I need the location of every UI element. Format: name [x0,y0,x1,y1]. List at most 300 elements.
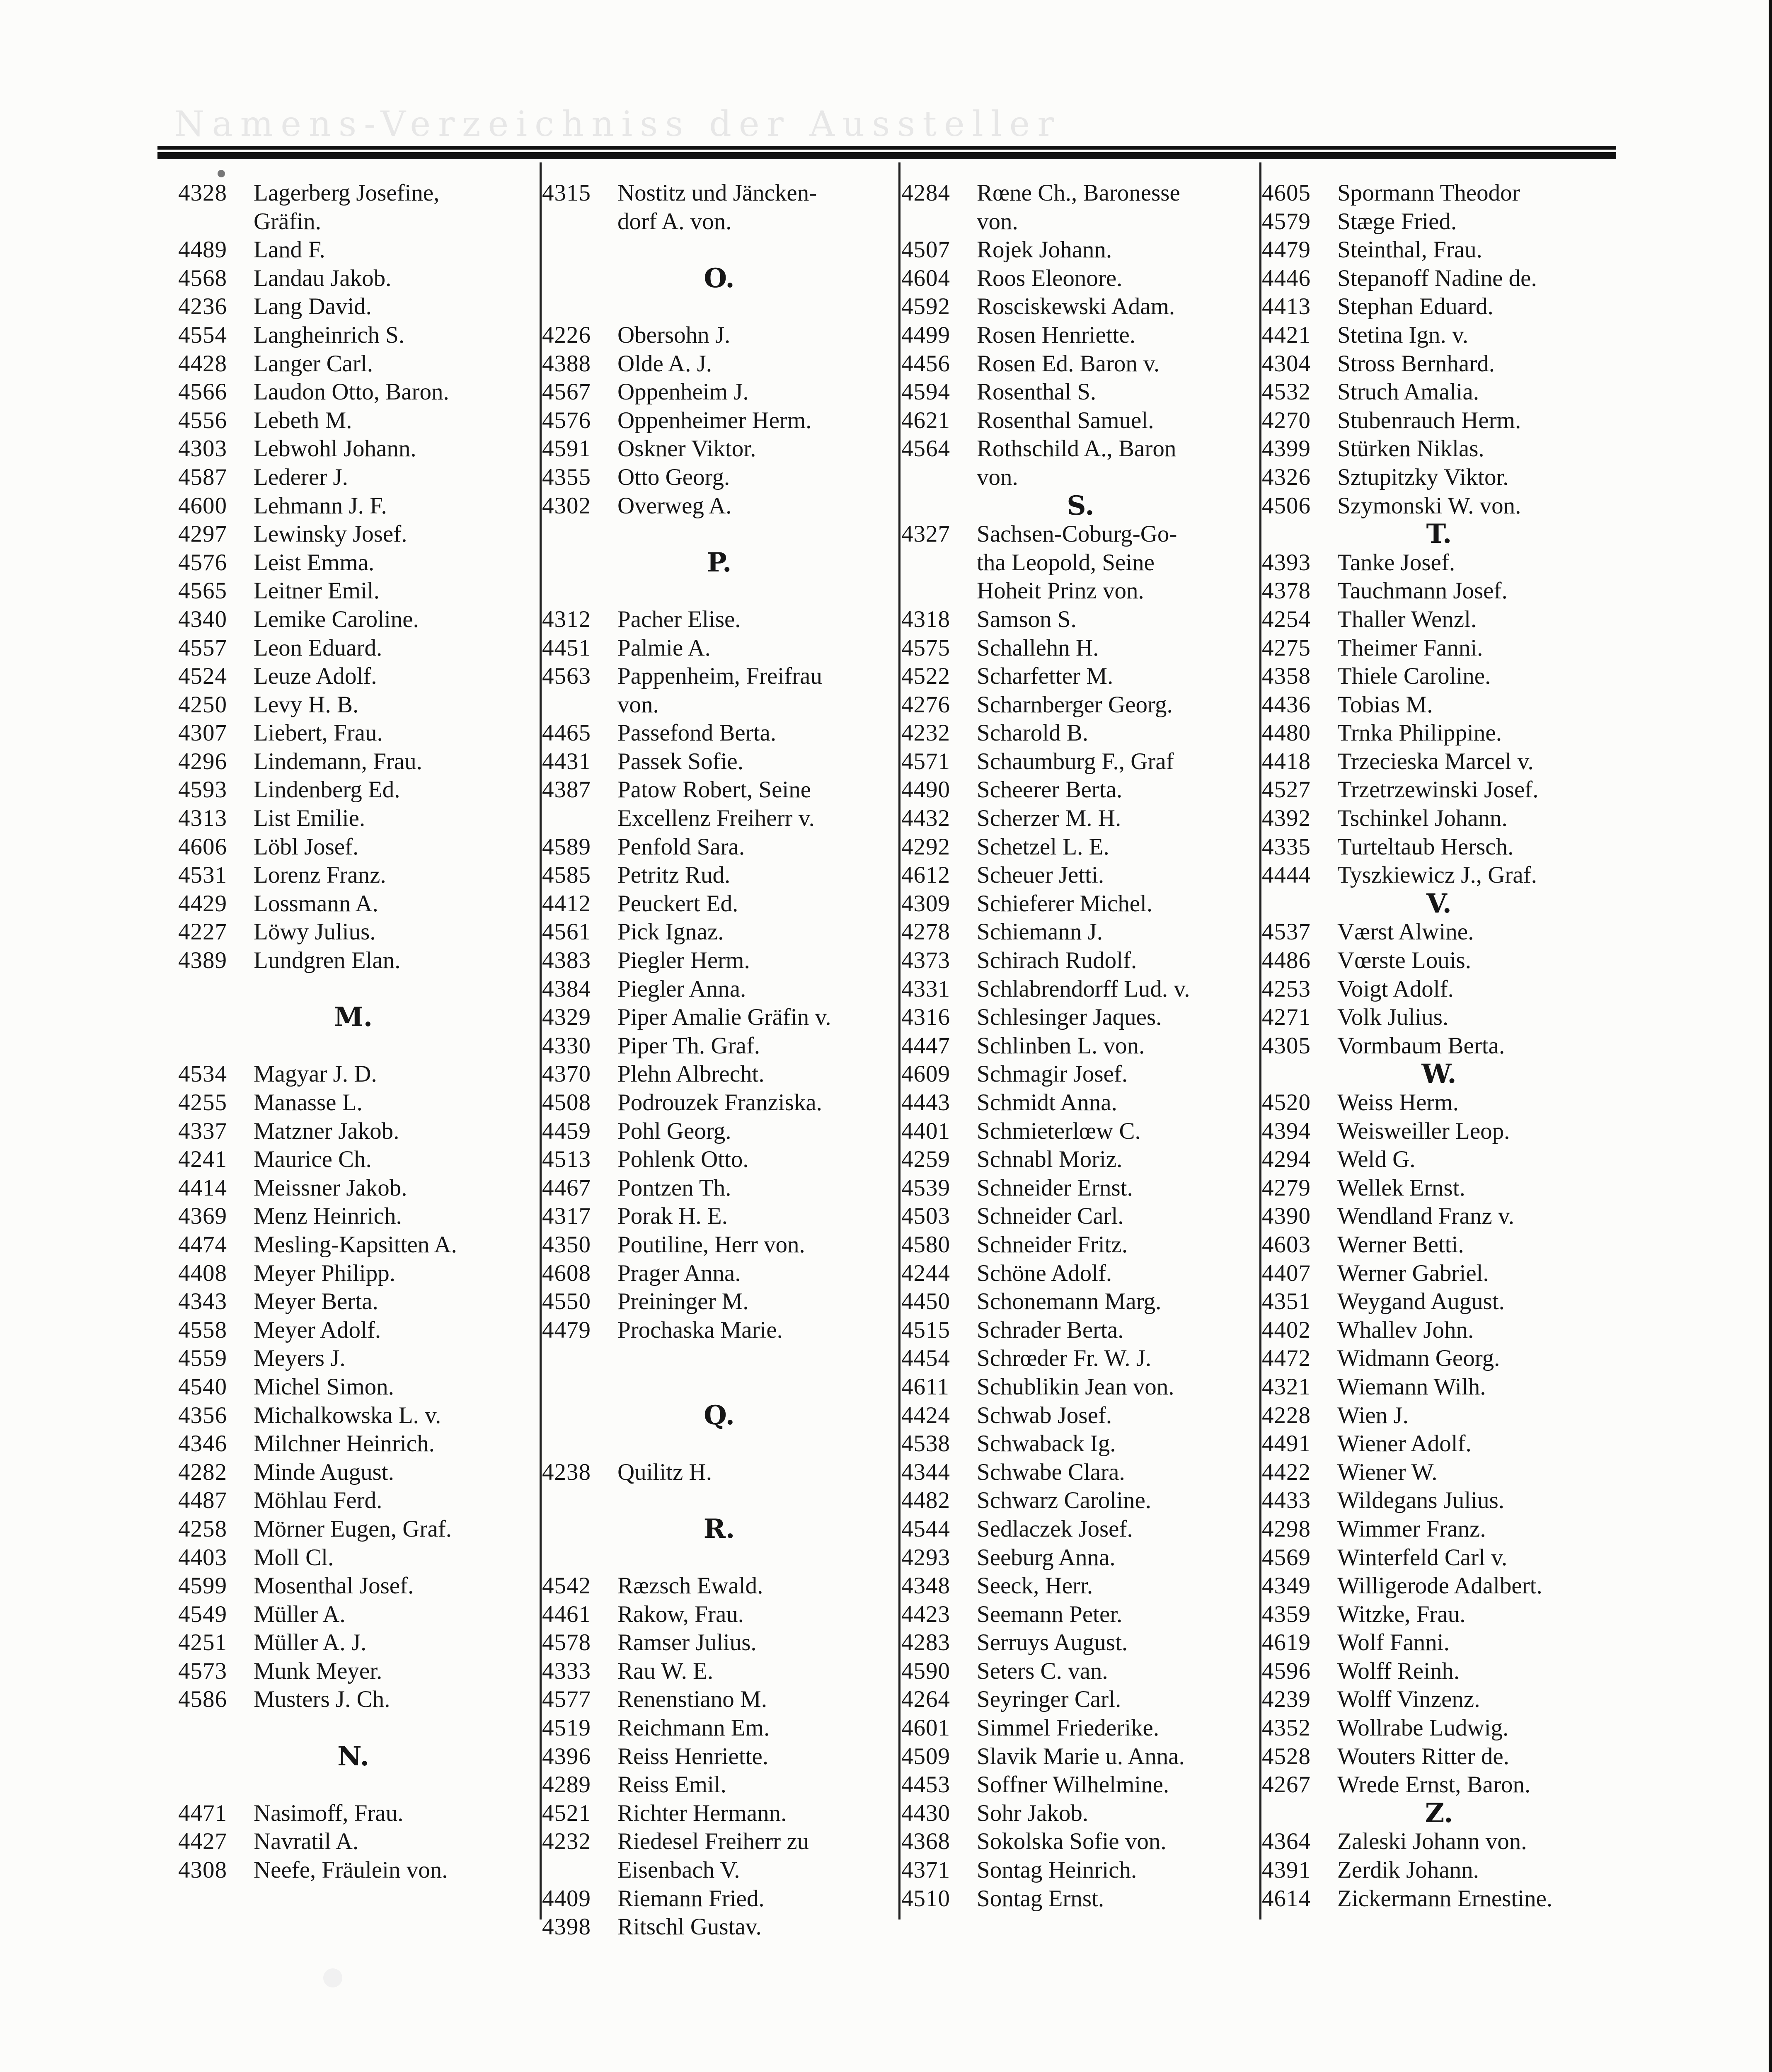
entry-number: 4312 [542,606,591,632]
entry-number: 4364 [1262,1828,1311,1855]
entry-number: 4355 [542,464,591,490]
entry-number: 4480 [1262,720,1311,746]
entry-number: 4487 [178,1487,227,1514]
entry-name: Lagerberg Josefine, [254,180,440,206]
entry-number: 4255 [178,1089,227,1116]
entry-name: Trnka Philippine. [1337,720,1502,746]
entry-row [901,1402,1260,1430]
entry-row [1262,1885,1616,1913]
entry-number: 4292 [901,833,950,860]
entry-number: 4556 [178,407,227,433]
entry-row [901,1458,1260,1487]
entry-row [901,890,1260,918]
entry-name: Michalkowska L. v. [254,1402,441,1428]
entry-row [901,1202,1260,1231]
entry-number: 4335 [1262,833,1311,860]
column-divider [540,162,542,1920]
entry-row [901,1316,1260,1345]
entry-number: 4296 [178,748,227,775]
entry-row [1262,208,1616,236]
entry-name: List Emilie. [254,805,366,832]
entry-number: 4587 [178,464,227,490]
entry-row [542,350,896,378]
entry-number: 4600 [178,492,227,519]
entry-name: Milchner Heinrich. [254,1431,435,1457]
entry-row [1262,1032,1616,1060]
entry-name: Matzner Jakob. [254,1118,399,1144]
entry-row [1262,719,1616,748]
entry-row [901,918,1260,946]
entry-name: Wendland Franz v. [1337,1203,1514,1230]
entry-row [901,1032,1260,1060]
entry-row [178,577,528,605]
entry-row [1262,1743,1616,1771]
entry-number: 4270 [1262,407,1311,433]
entry-row [1262,748,1616,776]
entry-number: 4499 [901,322,950,348]
entry-number: 4467 [542,1174,591,1201]
entry-number: 4542 [542,1573,591,1599]
entry-number: 4278 [901,919,950,945]
entry-name: Mesling-Kapsitten A. [254,1231,457,1258]
entry-number: 4232 [542,1828,591,1855]
entry-name: Struch Amalia. [1337,379,1479,405]
blank-spacer [542,1344,896,1373]
entry-name: Weiss Herm. [1337,1089,1459,1116]
entry-row [901,236,1260,264]
section-letter-heading: Q. [704,1401,735,1430]
blank-spacer [178,1714,528,1743]
entry-number: 4609 [901,1061,950,1087]
entry-number: 4479 [542,1317,591,1343]
entry-name: Pacher Elise. [617,606,741,632]
faded-header-text: Namens-Verzeichniss der Aussteller [174,104,1062,137]
entry-name: Lundgren Elan. [254,947,401,974]
entry-row [1262,1572,1616,1600]
entry-row [901,1629,1260,1657]
entry-name: Quilitz H. [617,1459,712,1485]
entry-row [542,1316,896,1345]
entry-number: 4390 [1262,1203,1311,1230]
entry-name: Olde A. J. [617,350,712,377]
entry-row [178,435,528,463]
entry-row [178,293,528,321]
entry-name: Ræzsch Ewald. [617,1573,763,1599]
entry-name: Schneider Ernst. [977,1174,1133,1201]
entry-row [901,1657,1260,1686]
entry-number: 4561 [542,919,591,945]
entry-name: Lossmann A. [254,890,378,917]
entry-row [1262,776,1616,804]
entry-name: Manasse L. [254,1089,363,1116]
entry-number: 4603 [1262,1231,1311,1258]
scan-edge-right [1769,0,1772,2072]
entry-name: Schrœder Fr. W. J. [977,1345,1152,1372]
entry-number: 4565 [178,578,227,604]
print-speck [218,170,225,177]
entry-name: Stetina Ign. v. [1337,322,1469,348]
entry-row [1262,463,1616,492]
blank-spacer [178,1771,528,1799]
entry-row [542,1743,896,1771]
entry-name: Schirach Rudolf. [977,947,1137,974]
entry-name: Lebeth M. [254,407,352,433]
entry-row [178,1544,528,1572]
entry-row [901,1685,1260,1714]
entry-number: 4430 [901,1800,950,1826]
entry-continuation: Eisenbach V. [617,1857,740,1883]
entry-name: Overweg A. [617,492,732,519]
entry-number: 4304 [1262,350,1311,377]
entry-row [542,975,896,1004]
entry-row [901,350,1260,378]
entry-name: Werner Betti. [1337,1231,1464,1258]
entry-row [178,1685,528,1714]
entry-number: 4267 [1262,1772,1311,1798]
entry-name: Rothschild A., Baron [977,436,1176,462]
entry-number: 4398 [542,1914,591,1940]
entry-number: 4578 [542,1629,591,1656]
entry-number: 4351 [1262,1288,1311,1315]
entry-row [178,1316,528,1345]
entry-number: 4387 [542,777,591,803]
entry-name: Löwy Julius. [254,919,376,945]
entry-number: 4482 [901,1487,950,1514]
entry-row [901,264,1260,293]
entry-row [178,1145,528,1174]
entry-name: Sontag Heinrich. [977,1857,1137,1883]
entry-continuation: tha Leopold, Seine [977,549,1155,576]
entry-name: Scharnberger Georg. [977,691,1173,718]
directory-column-2 [542,179,896,1940]
entry-name: Schaumburg F., Graf [977,748,1174,775]
entry-number: 4577 [542,1686,591,1713]
entry-name: Schlesinger Jaques. [977,1004,1162,1031]
entry-number: 4297 [178,521,227,547]
entry-number: 4486 [1262,947,1311,974]
entry-name: Rosen Ed. Baron v. [977,350,1160,377]
entry-name: Sokolska Sofie von. [977,1828,1167,1855]
entry-name: Menz Heinrich. [254,1203,402,1230]
entry-number: 4327 [901,521,950,547]
entry-name: Scharfetter M. [977,663,1114,690]
entry-name: Riedesel Freiherr zu [617,1828,809,1855]
entry-number: 4423 [901,1601,950,1627]
entry-name: Weld G. [1337,1146,1416,1173]
blank-spacer [542,577,896,605]
entry-name: Scherzer M. H. [977,805,1121,832]
entry-name: Otto Georg. [617,464,730,490]
entry-row [178,1231,528,1259]
entry-name: Prochaska Marie. [617,1317,783,1343]
paper-spot [323,1968,342,1987]
entry-name: Pontzen Th. [617,1174,731,1201]
entry-number: 4318 [901,606,950,632]
entry-name: Witzke, Frau. [1337,1601,1466,1627]
entry-row [178,1629,528,1657]
entry-row [901,1515,1260,1544]
entry-number: 4590 [901,1658,950,1684]
entry-row [542,407,896,435]
entry-name: Serruys August. [977,1629,1128,1656]
entry-name: Meissner Jakob. [254,1174,407,1201]
entry-name: Sohr Jakob. [977,1800,1089,1826]
entry-name: Seters C. van. [977,1658,1108,1684]
entry-number: 4571 [901,748,950,775]
entry-row [901,634,1260,663]
entry-continuation: von. [617,691,659,718]
entry-row [178,605,528,634]
entry-row [542,861,896,890]
entry-row [178,321,528,350]
entry-row [542,1032,896,1060]
entry-name: Lorenz Franz. [254,862,386,888]
entry-number: 4309 [901,890,950,917]
entry-name: Zickermann Ernestine. [1337,1885,1553,1912]
entry-row [178,1828,528,1856]
entry-number: 4557 [178,634,227,661]
entry-row [1262,1259,1616,1288]
entry-row [1262,1117,1616,1146]
entry-name: Thiele Caroline. [1337,663,1491,690]
entry-row [542,634,896,663]
entry-row [178,1430,528,1458]
entry-name: Leon Eduard. [254,634,382,661]
entry-row [542,1685,896,1714]
entry-name: Oppenheimer Herm. [617,407,812,433]
entry-row [1262,833,1616,862]
entry-number: 4421 [1262,322,1311,348]
entry-row [178,833,528,862]
entry-number: 4326 [1262,464,1311,490]
entry-name: Szymonski W. von. [1337,492,1521,519]
entry-row [178,549,528,577]
entry-name: Turteltaub Hersch. [1337,833,1514,860]
entry-row [901,1259,1260,1288]
entry-number: 4612 [901,862,950,888]
entry-name: Steinthal, Frau. [1337,237,1482,263]
entry-row [178,378,528,407]
entry-row [178,1572,528,1600]
entry-name: Rosenthal Samuel. [977,407,1154,433]
entry-row [901,1117,1260,1146]
entry-name: Lebwohl Johann. [254,436,416,462]
entry-row [542,662,896,691]
entry-continuation: Gräfin. [254,208,322,235]
column-divider [898,162,901,1920]
entry-name: Reiss Henriette. [617,1743,769,1769]
entry-name: Zerdik Johann. [1337,1857,1479,1883]
entry-name: Ramser Julius. [617,1629,757,1656]
entry-name: Meyer Philipp. [254,1260,395,1286]
entry-row [178,463,528,492]
entry-row [1262,378,1616,407]
entry-row [901,520,1260,549]
entry-name: Prager Anna. [617,1260,741,1286]
entry-row [1262,1544,1616,1572]
entry-continuation: Excellenz Freiherr v. [617,805,815,832]
entry-name: Sontag Ernst. [977,1885,1104,1912]
entry-name: Rosenthal S. [977,379,1097,405]
entry-number: 4337 [178,1118,227,1144]
entry-row [178,1856,528,1885]
entry-name: Voigt Adolf. [1337,975,1454,1002]
entry-row [1262,1771,1616,1799]
entry-number: 4534 [178,1061,227,1087]
entry-name: Værst Alwine. [1337,919,1474,945]
entry-name: Thaller Wenzl. [1337,606,1477,632]
entry-row [1262,407,1616,435]
entry-name: Vormbaum Berta. [1337,1032,1505,1059]
entry-row [542,179,896,208]
entry-row [178,691,528,719]
entry-row [1262,492,1616,520]
entry-number: 4605 [1262,180,1311,206]
entry-number: 4446 [1262,265,1311,291]
entry-name: Schmagir Josef. [977,1061,1128,1087]
entry-row [1262,549,1616,577]
entry-name: Rosciskewski Adam. [977,293,1175,320]
entry-name: Lindemann, Frau. [254,748,422,775]
header-rule-thin [157,146,1616,150]
entry-row [1262,293,1616,321]
entry-row [542,1885,896,1913]
entry-row [1262,1714,1616,1743]
entry-name: Lewinsky Josef. [254,521,407,547]
entry-number: 4586 [178,1686,227,1713]
entry-row [178,918,528,946]
entry-row [1262,1003,1616,1032]
entry-name: Tobias M. [1337,691,1433,718]
entry-name: Mosenthal Josef. [254,1573,414,1599]
entry-number: 4424 [901,1402,950,1428]
entry-number: 4383 [542,947,591,974]
entry-name: Stepanoff Nadine de. [1337,265,1537,291]
entry-name: Landau Jakob. [254,265,392,291]
entry-row [542,1458,896,1487]
entry-number: 4293 [901,1544,950,1571]
directory-column-4 [1262,179,1616,1940]
entry-name: Theimer Fanni. [1337,634,1483,661]
entry-name: Petritz Rud. [617,862,731,888]
entry-row [1262,861,1616,890]
entry-number: 4226 [542,322,591,348]
entry-name: Spormann Theodor [1337,180,1520,206]
entry-name: Penfold Sara. [617,833,745,860]
entry-number: 4436 [1262,691,1311,718]
entry-number: 4540 [178,1373,227,1400]
entry-number: 4594 [901,379,950,405]
entry-row [178,1600,528,1629]
entry-row [542,1259,896,1288]
entry-name: Stæge Fried. [1337,208,1457,235]
entry-number: 4305 [1262,1032,1311,1059]
entry-name: Moll Cl. [254,1544,334,1571]
entry-name: Piegler Herm. [617,947,750,974]
entry-number: 4343 [178,1288,227,1315]
entry-number: 4244 [901,1260,950,1286]
entry-number: 4479 [1262,237,1311,263]
entry-number: 4396 [542,1743,591,1769]
entry-name: Plehn Albrecht. [617,1061,765,1087]
entry-number: 4328 [178,180,227,206]
entry-number: 4528 [1262,1743,1311,1769]
entry-number: 4573 [178,1658,227,1684]
entry-name: Stubenrauch Herm. [1337,407,1521,433]
entry-row [1262,975,1616,1004]
entry-name: Nasimoff, Frau. [254,1800,404,1826]
entry-name: Richter Hermann. [617,1800,787,1826]
entry-row [542,918,896,946]
entry-number: 4585 [542,862,591,888]
entry-name: Volk Julius. [1337,1004,1449,1031]
entry-number: 4559 [178,1345,227,1372]
entry-row [1262,1515,1616,1544]
entry-name: Poutiline, Herr von. [617,1231,805,1258]
entry-row [1262,577,1616,605]
entry-name: Rau W. E. [617,1658,714,1684]
entry-row [178,492,528,520]
entry-row [542,321,896,350]
entry-number: 4564 [901,436,950,462]
entry-name: Schöne Adolf. [977,1260,1112,1286]
entry-row [901,1544,1260,1572]
entry-row [1262,662,1616,691]
entry-name: Schwab Josef. [977,1402,1112,1428]
entry-row [1262,804,1616,833]
entry-name: Trzetrzewinski Josef. [1337,777,1539,803]
entry-number: 4359 [1262,1601,1311,1627]
entry-number: 4358 [1262,663,1311,690]
entry-number: 4508 [542,1089,591,1116]
entry-name: Schneider Fritz. [977,1231,1128,1258]
entry-row [542,1145,896,1174]
entry-row [178,662,528,691]
entry-row [542,1174,896,1203]
entry-row [178,1657,528,1686]
entry-number: 4579 [1262,208,1311,235]
entry-number: 4550 [542,1288,591,1315]
entry-name: Rojek Johann. [977,237,1112,263]
entry-number: 4349 [1262,1573,1311,1599]
entry-number: 4253 [1262,975,1311,1002]
entry-name: Porak H. E. [617,1203,728,1230]
entry-row [1262,1288,1616,1316]
entry-row [1262,691,1616,719]
entry-number: 4402 [1262,1317,1311,1343]
entry-name: Reichmann Em. [617,1715,770,1741]
entry-name: Weygand August. [1337,1288,1505,1315]
entry-number: 4450 [901,1288,950,1315]
blank-spacer [542,1430,896,1458]
entry-row [901,1799,1260,1828]
entry-number: 4350 [542,1231,591,1258]
entry-row [542,1600,896,1629]
entry-row [901,748,1260,776]
entry-name: Rakow, Frau. [617,1601,744,1627]
entry-name: Schonemann Marg. [977,1288,1162,1315]
entry-number: 4472 [1262,1345,1311,1372]
entry-row [901,1856,1260,1885]
entry-name: Seeburg Anna. [977,1544,1116,1571]
entry-row [542,1629,896,1657]
entry-row [1262,1231,1616,1259]
entry-name: Magyar J. D. [254,1061,377,1087]
entry-name: Müller A. [254,1601,346,1627]
entry-row [901,605,1260,634]
entry-name: Navratil A. [254,1828,359,1855]
entry-continuation: von. [977,208,1018,235]
